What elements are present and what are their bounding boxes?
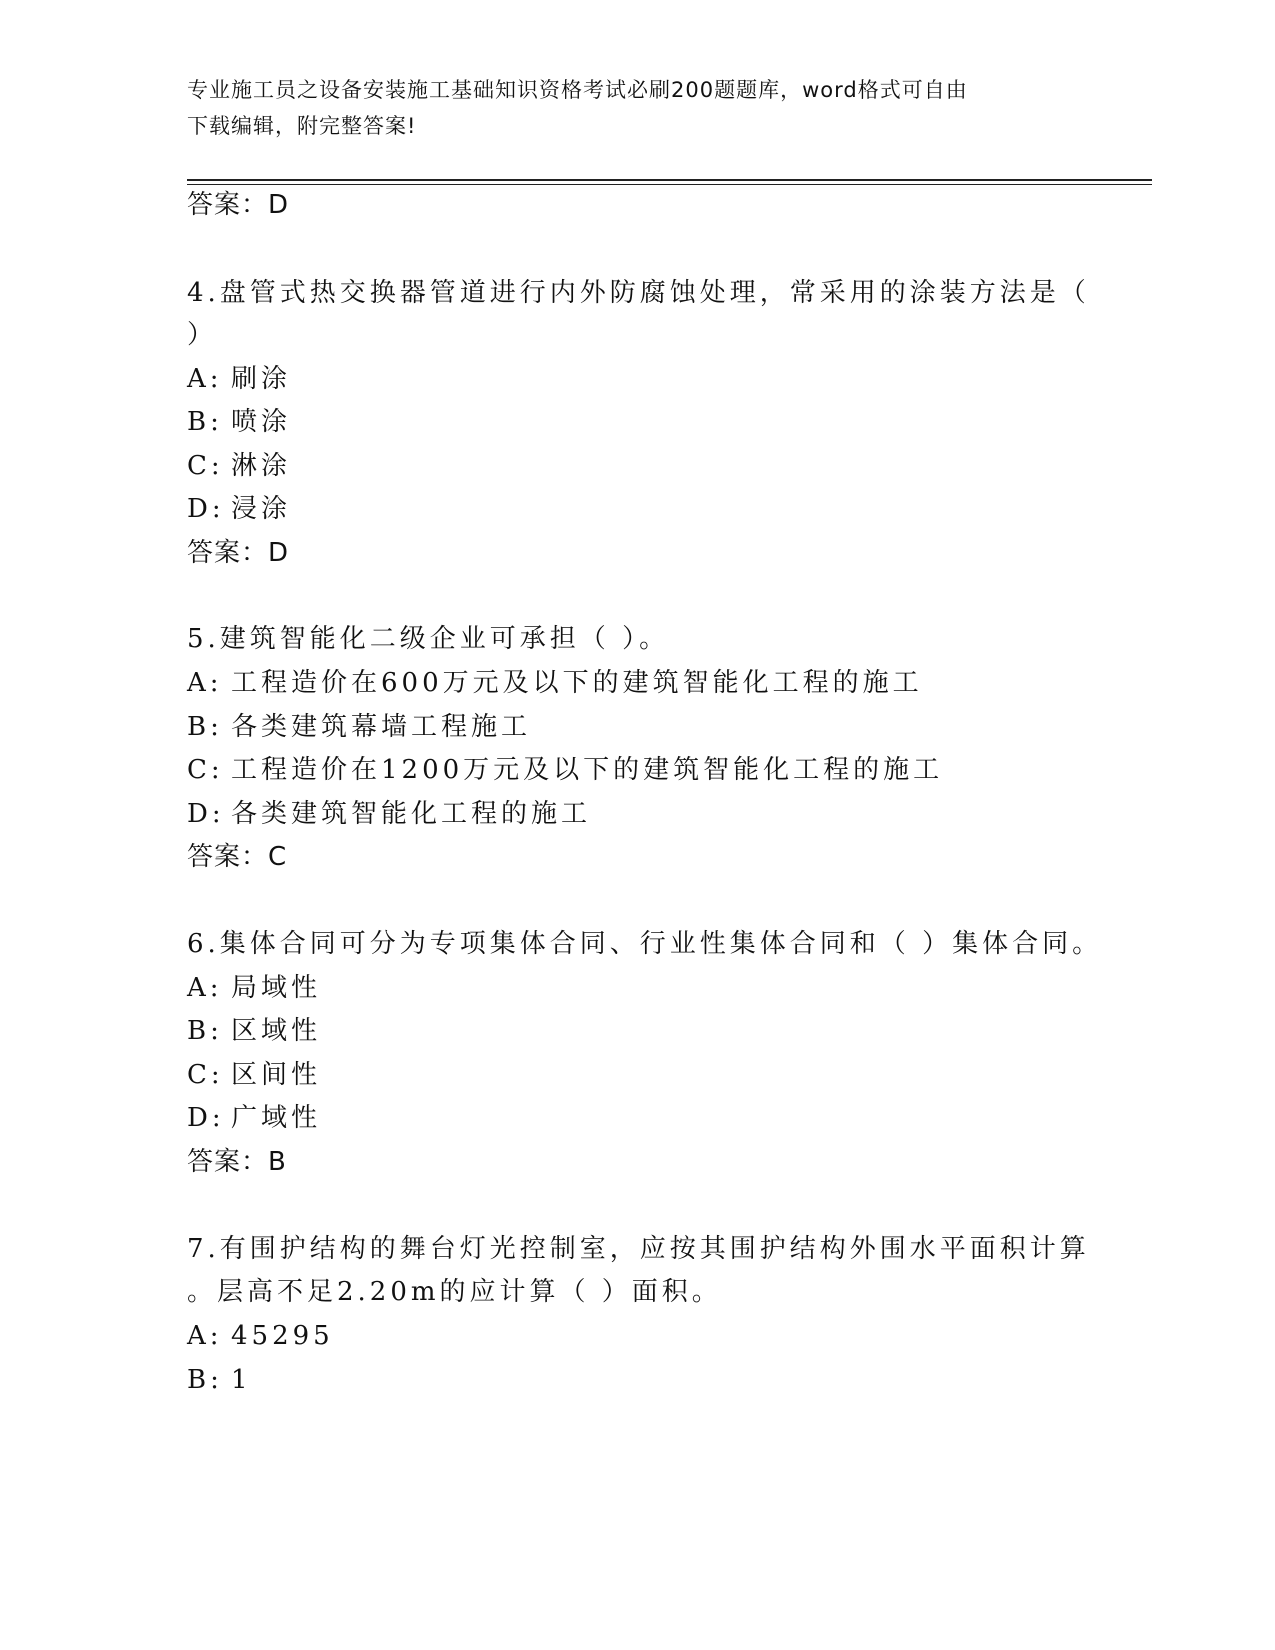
option-key: B:	[187, 407, 223, 437]
option-key: C:	[187, 451, 224, 481]
option-b	[187, 405, 291, 439]
option-b	[187, 710, 531, 744]
option-text: 喷涂	[231, 407, 292, 437]
question-stem: 6.集体合同可分为专项集体合同、行业性集体合同和（ ）集体合同。	[187, 929, 1103, 959]
option-text: 广域性	[231, 1103, 322, 1133]
question-stem: 4.盘管式热交换器管道进行内外防腐蚀处理，常采用的涂装方法是（	[187, 278, 1090, 308]
option-key: D:	[187, 799, 225, 829]
header-rule-thin	[187, 184, 1152, 185]
option-text: 局域性	[231, 973, 322, 1003]
option-key: C:	[187, 755, 224, 785]
option-text: 区间性	[231, 1060, 322, 1090]
option-key: D:	[187, 1103, 225, 1133]
option-c	[187, 753, 943, 787]
answer-line: 答案：D	[187, 538, 290, 568]
option-key: D:	[187, 494, 225, 524]
header-rule	[187, 179, 1152, 181]
option-text: 各类建筑智能化工程的施工	[231, 799, 592, 829]
answer-line: 答案：B	[187, 1147, 287, 1177]
question-stem-continued: 。层高不足2.20m的应计算（ ）面积。	[187, 1277, 722, 1307]
option-a	[187, 971, 321, 1005]
option-c	[187, 449, 291, 483]
option-key: B:	[187, 1365, 223, 1395]
document-header	[187, 72, 1067, 144]
option-d	[187, 492, 291, 526]
option-text: 工程造价在1200万元及以下的建筑智能化工程的施工	[231, 755, 944, 785]
answer-line: 答案：C	[187, 842, 288, 872]
option-key: B:	[187, 1016, 223, 1046]
option-a	[187, 1319, 334, 1353]
option-a	[187, 666, 923, 700]
option-text: 浸涂	[231, 494, 292, 524]
option-key: B:	[187, 712, 223, 742]
question-stem: 7.有围护结构的舞台灯光控制室，应按其围护结构外围水平面积计算	[187, 1234, 1090, 1264]
option-a	[187, 362, 291, 396]
option-text: 各类建筑幕墙工程施工	[231, 712, 532, 742]
option-text: 1	[231, 1365, 252, 1395]
option-c	[187, 1058, 321, 1092]
option-b	[187, 1014, 321, 1048]
option-text: 区域性	[231, 1016, 322, 1046]
option-key: A:	[187, 364, 223, 394]
question-stem-continued: ）	[187, 320, 218, 350]
option-key: A:	[187, 973, 223, 1003]
question-stem: 5.建筑智能化二级企业可承担（ ）。	[187, 624, 670, 654]
answer-line: 答案：D	[187, 190, 290, 220]
option-text: 45295	[231, 1321, 334, 1351]
header-line-1: 专业施工员之设备安装施工基础知识资格考试必刷200题题库，word格式可自由	[187, 78, 968, 102]
option-d	[187, 797, 591, 831]
option-text: 淋涂	[231, 451, 292, 481]
option-text: 工程造价在600万元及以下的建筑智能化工程的施工	[231, 668, 923, 698]
option-text: 刷涂	[231, 364, 292, 394]
option-b	[187, 1363, 252, 1397]
option-key: C:	[187, 1060, 224, 1090]
option-key: A:	[187, 668, 223, 698]
option-key: A:	[187, 1321, 223, 1351]
header-line-2: 下载编辑，附完整答案!	[187, 114, 417, 138]
option-d	[187, 1101, 321, 1135]
